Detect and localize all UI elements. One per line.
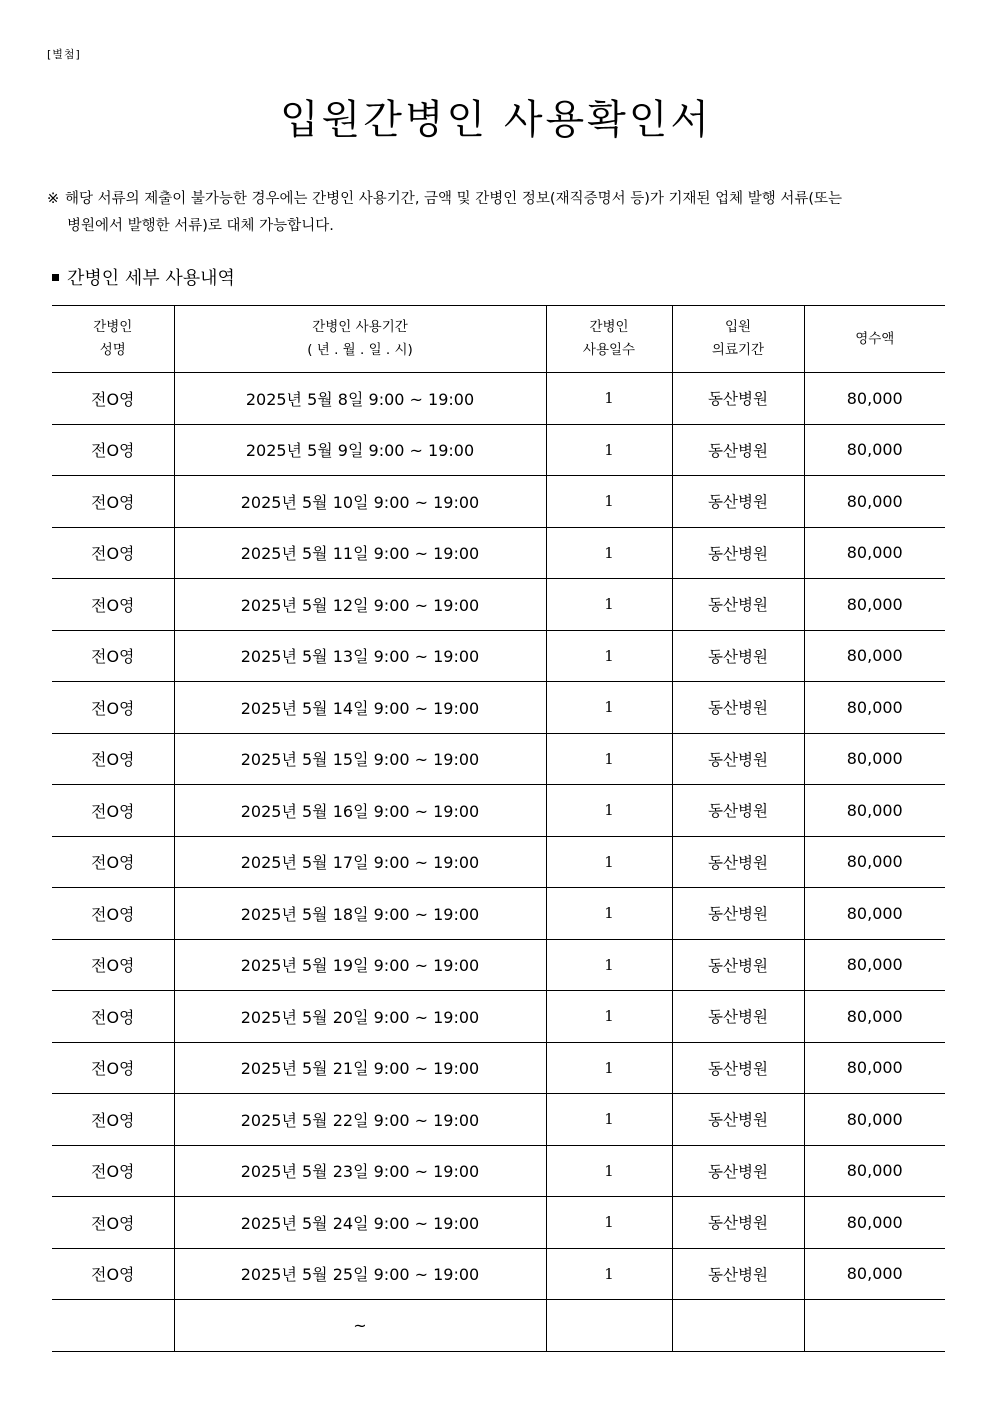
- table-row: [52, 1300, 945, 1352]
- cell-hospital: 동산병원: [672, 785, 804, 837]
- cell-period: 2025년 5월 9일 9:00 ~ 19:00: [174, 424, 546, 476]
- cell-days: 1: [546, 1248, 672, 1300]
- cell-amount: 80,000: [804, 527, 945, 579]
- cell-hospital: 동산병원: [672, 991, 804, 1043]
- cell-name: 전O영: [52, 682, 174, 734]
- cell-days: 1: [546, 1042, 672, 1094]
- cell-period: 2025년 5월 12일 9:00 ~ 19:00: [174, 579, 546, 631]
- cell-period: 2025년 5월 17일 9:00 ~ 19:00: [174, 836, 546, 888]
- cell-period: 2025년 5월 8일 9:00 ~ 19:00: [174, 373, 546, 425]
- cell-name: 전O영: [52, 1042, 174, 1094]
- notice-text: [47, 186, 947, 240]
- cell-name: 전O영: [52, 836, 174, 888]
- cell-amount: 80,000: [804, 1094, 945, 1146]
- cell-amount: 80,000: [804, 836, 945, 888]
- cell-period: ~: [174, 1300, 546, 1352]
- table-row: [52, 682, 945, 734]
- cell-amount: 80,000: [804, 373, 945, 425]
- cell-period: 2025년 5월 16일 9:00 ~ 19:00: [174, 785, 546, 837]
- cell-period: 2025년 5월 23일 9:00 ~ 19:00: [174, 1145, 546, 1197]
- cell-hospital: [672, 1300, 804, 1352]
- header-usage-period: 간병인 사용기간 ( 년 . 월 . 일 . 시): [174, 306, 546, 373]
- reference-mark: ※: [47, 191, 60, 207]
- cell-days: 1: [546, 1094, 672, 1146]
- cell-name: 전O영: [52, 939, 174, 991]
- table-row: [52, 630, 945, 682]
- cell-amount: 80,000: [804, 785, 945, 837]
- cell-name: 전O영: [52, 373, 174, 425]
- cell-days: 1: [546, 836, 672, 888]
- cell-days: 1: [546, 527, 672, 579]
- cell-amount: [804, 1300, 945, 1352]
- cell-days: 1: [546, 1145, 672, 1197]
- cell-period: 2025년 5월 22일 9:00 ~ 19:00: [174, 1094, 546, 1146]
- cell-amount: 80,000: [804, 630, 945, 682]
- header-hospital: 입원 의료기간: [672, 306, 804, 373]
- table-row: [52, 1042, 945, 1094]
- cell-period: 2025년 5월 10일 9:00 ~ 19:00: [174, 476, 546, 528]
- table-row: [52, 579, 945, 631]
- table-row: [52, 991, 945, 1043]
- header-caregiver-name: 간병인 성명: [52, 306, 174, 373]
- cell-days: 1: [546, 476, 672, 528]
- cell-hospital: 동산병원: [672, 476, 804, 528]
- cell-days: 1: [546, 579, 672, 631]
- cell-amount: 80,000: [804, 733, 945, 785]
- notice-line-1: ※ 해당 서류의 제출이 불가능한 경우에는 간병인 사용기간, 금액 및 간병인 정보(재직증명서 등)가 기재된 업체 발행 서류(또는: [47, 186, 947, 213]
- cell-days: [546, 1300, 672, 1352]
- cell-name: 전O영: [52, 579, 174, 631]
- cell-amount: 80,000: [804, 888, 945, 940]
- cell-period: 2025년 5월 13일 9:00 ~ 19:00: [174, 630, 546, 682]
- cell-period: 2025년 5월 11일 9:00 ~ 19:00: [174, 527, 546, 579]
- cell-days: 1: [546, 733, 672, 785]
- cell-name: 전O영: [52, 785, 174, 837]
- cell-name: 전O영: [52, 527, 174, 579]
- cell-days: 1: [546, 682, 672, 734]
- cell-name: 전O영: [52, 991, 174, 1043]
- cell-days: 1: [546, 939, 672, 991]
- cell-hospital: 동산병원: [672, 1197, 804, 1249]
- cell-days: 1: [546, 991, 672, 1043]
- table-row: [52, 527, 945, 579]
- table-row: [52, 785, 945, 837]
- cell-days: 1: [546, 424, 672, 476]
- cell-amount: 80,000: [804, 1042, 945, 1094]
- section-heading: [52, 264, 235, 290]
- cell-amount: 80,000: [804, 939, 945, 991]
- cell-name: 전O영: [52, 733, 174, 785]
- table-row: [52, 733, 945, 785]
- cell-period: 2025년 5월 25일 9:00 ~ 19:00: [174, 1248, 546, 1300]
- cell-period: 2025년 5월 20일 9:00 ~ 19:00: [174, 991, 546, 1043]
- table-row: [52, 424, 945, 476]
- cell-name: 전O영: [52, 630, 174, 682]
- cell-hospital: 동산병원: [672, 579, 804, 631]
- cell-amount: 80,000: [804, 424, 945, 476]
- cell-period: 2025년 5월 15일 9:00 ~ 19:00: [174, 733, 546, 785]
- cell-name: 전O영: [52, 476, 174, 528]
- cell-days: 1: [546, 1197, 672, 1249]
- cell-hospital: 동산병원: [672, 1145, 804, 1197]
- cell-amount: 80,000: [804, 1145, 945, 1197]
- table-row: [52, 1197, 945, 1249]
- cell-name: 전O영: [52, 424, 174, 476]
- cell-days: 1: [546, 785, 672, 837]
- cell-amount: 80,000: [804, 682, 945, 734]
- cell-amount: 80,000: [804, 1248, 945, 1300]
- document-title: 입원간병인 사용확인서: [279, 97, 713, 143]
- notice-line-2: 병원에서 발행한 서류)로 대체 가능합니다.: [67, 218, 334, 234]
- cell-name: [52, 1300, 174, 1352]
- table-row: [52, 836, 945, 888]
- cell-amount: 80,000: [804, 991, 945, 1043]
- cell-hospital: 동산병원: [672, 1248, 804, 1300]
- square-bullet-icon: [52, 274, 59, 281]
- cell-hospital: 동산병원: [672, 373, 804, 425]
- table-row: [52, 939, 945, 991]
- cell-days: 1: [546, 373, 672, 425]
- cell-hospital: 동산병원: [672, 424, 804, 476]
- table-row: [52, 1094, 945, 1146]
- cell-name: 전O영: [52, 1248, 174, 1300]
- cell-name: 전O영: [52, 1094, 174, 1146]
- section-title: 간병인 세부 사용내역: [67, 268, 235, 289]
- cell-days: 1: [546, 888, 672, 940]
- cell-period: 2025년 5월 19일 9:00 ~ 19:00: [174, 939, 546, 991]
- cell-hospital: 동산병원: [672, 939, 804, 991]
- cell-name: 전O영: [52, 1145, 174, 1197]
- caregiver-usage-table: [52, 305, 945, 1352]
- cell-hospital: 동산병원: [672, 527, 804, 579]
- cell-hospital: 동산병원: [672, 733, 804, 785]
- cell-hospital: 동산병원: [672, 888, 804, 940]
- cell-hospital: 동산병원: [672, 1042, 804, 1094]
- cell-hospital: 동산병원: [672, 1094, 804, 1146]
- table-row: [52, 476, 945, 528]
- table-header-row: [52, 306, 945, 373]
- cell-period: 2025년 5월 24일 9:00 ~ 19:00: [174, 1197, 546, 1249]
- header-amount: 영수액: [804, 306, 945, 373]
- cell-period: 2025년 5월 18일 9:00 ~ 19:00: [174, 888, 546, 940]
- header-usage-days: 간병인 사용일수: [546, 306, 672, 373]
- table-row: [52, 888, 945, 940]
- cell-amount: 80,000: [804, 1197, 945, 1249]
- cell-hospital: 동산병원: [672, 630, 804, 682]
- cell-hospital: 동산병원: [672, 682, 804, 734]
- table-row: [52, 373, 945, 425]
- cell-hospital: 동산병원: [672, 836, 804, 888]
- cell-period: 2025년 5월 14일 9:00 ~ 19:00: [174, 682, 546, 734]
- cell-days: 1: [546, 630, 672, 682]
- attachment-label: [별첨]: [47, 48, 81, 61]
- cell-name: 전O영: [52, 1197, 174, 1249]
- table-row: [52, 1248, 945, 1300]
- cell-amount: 80,000: [804, 579, 945, 631]
- cell-period: 2025년 5월 21일 9:00 ~ 19:00: [174, 1042, 546, 1094]
- cell-name: 전O영: [52, 888, 174, 940]
- table-row: [52, 1145, 945, 1197]
- cell-amount: 80,000: [804, 476, 945, 528]
